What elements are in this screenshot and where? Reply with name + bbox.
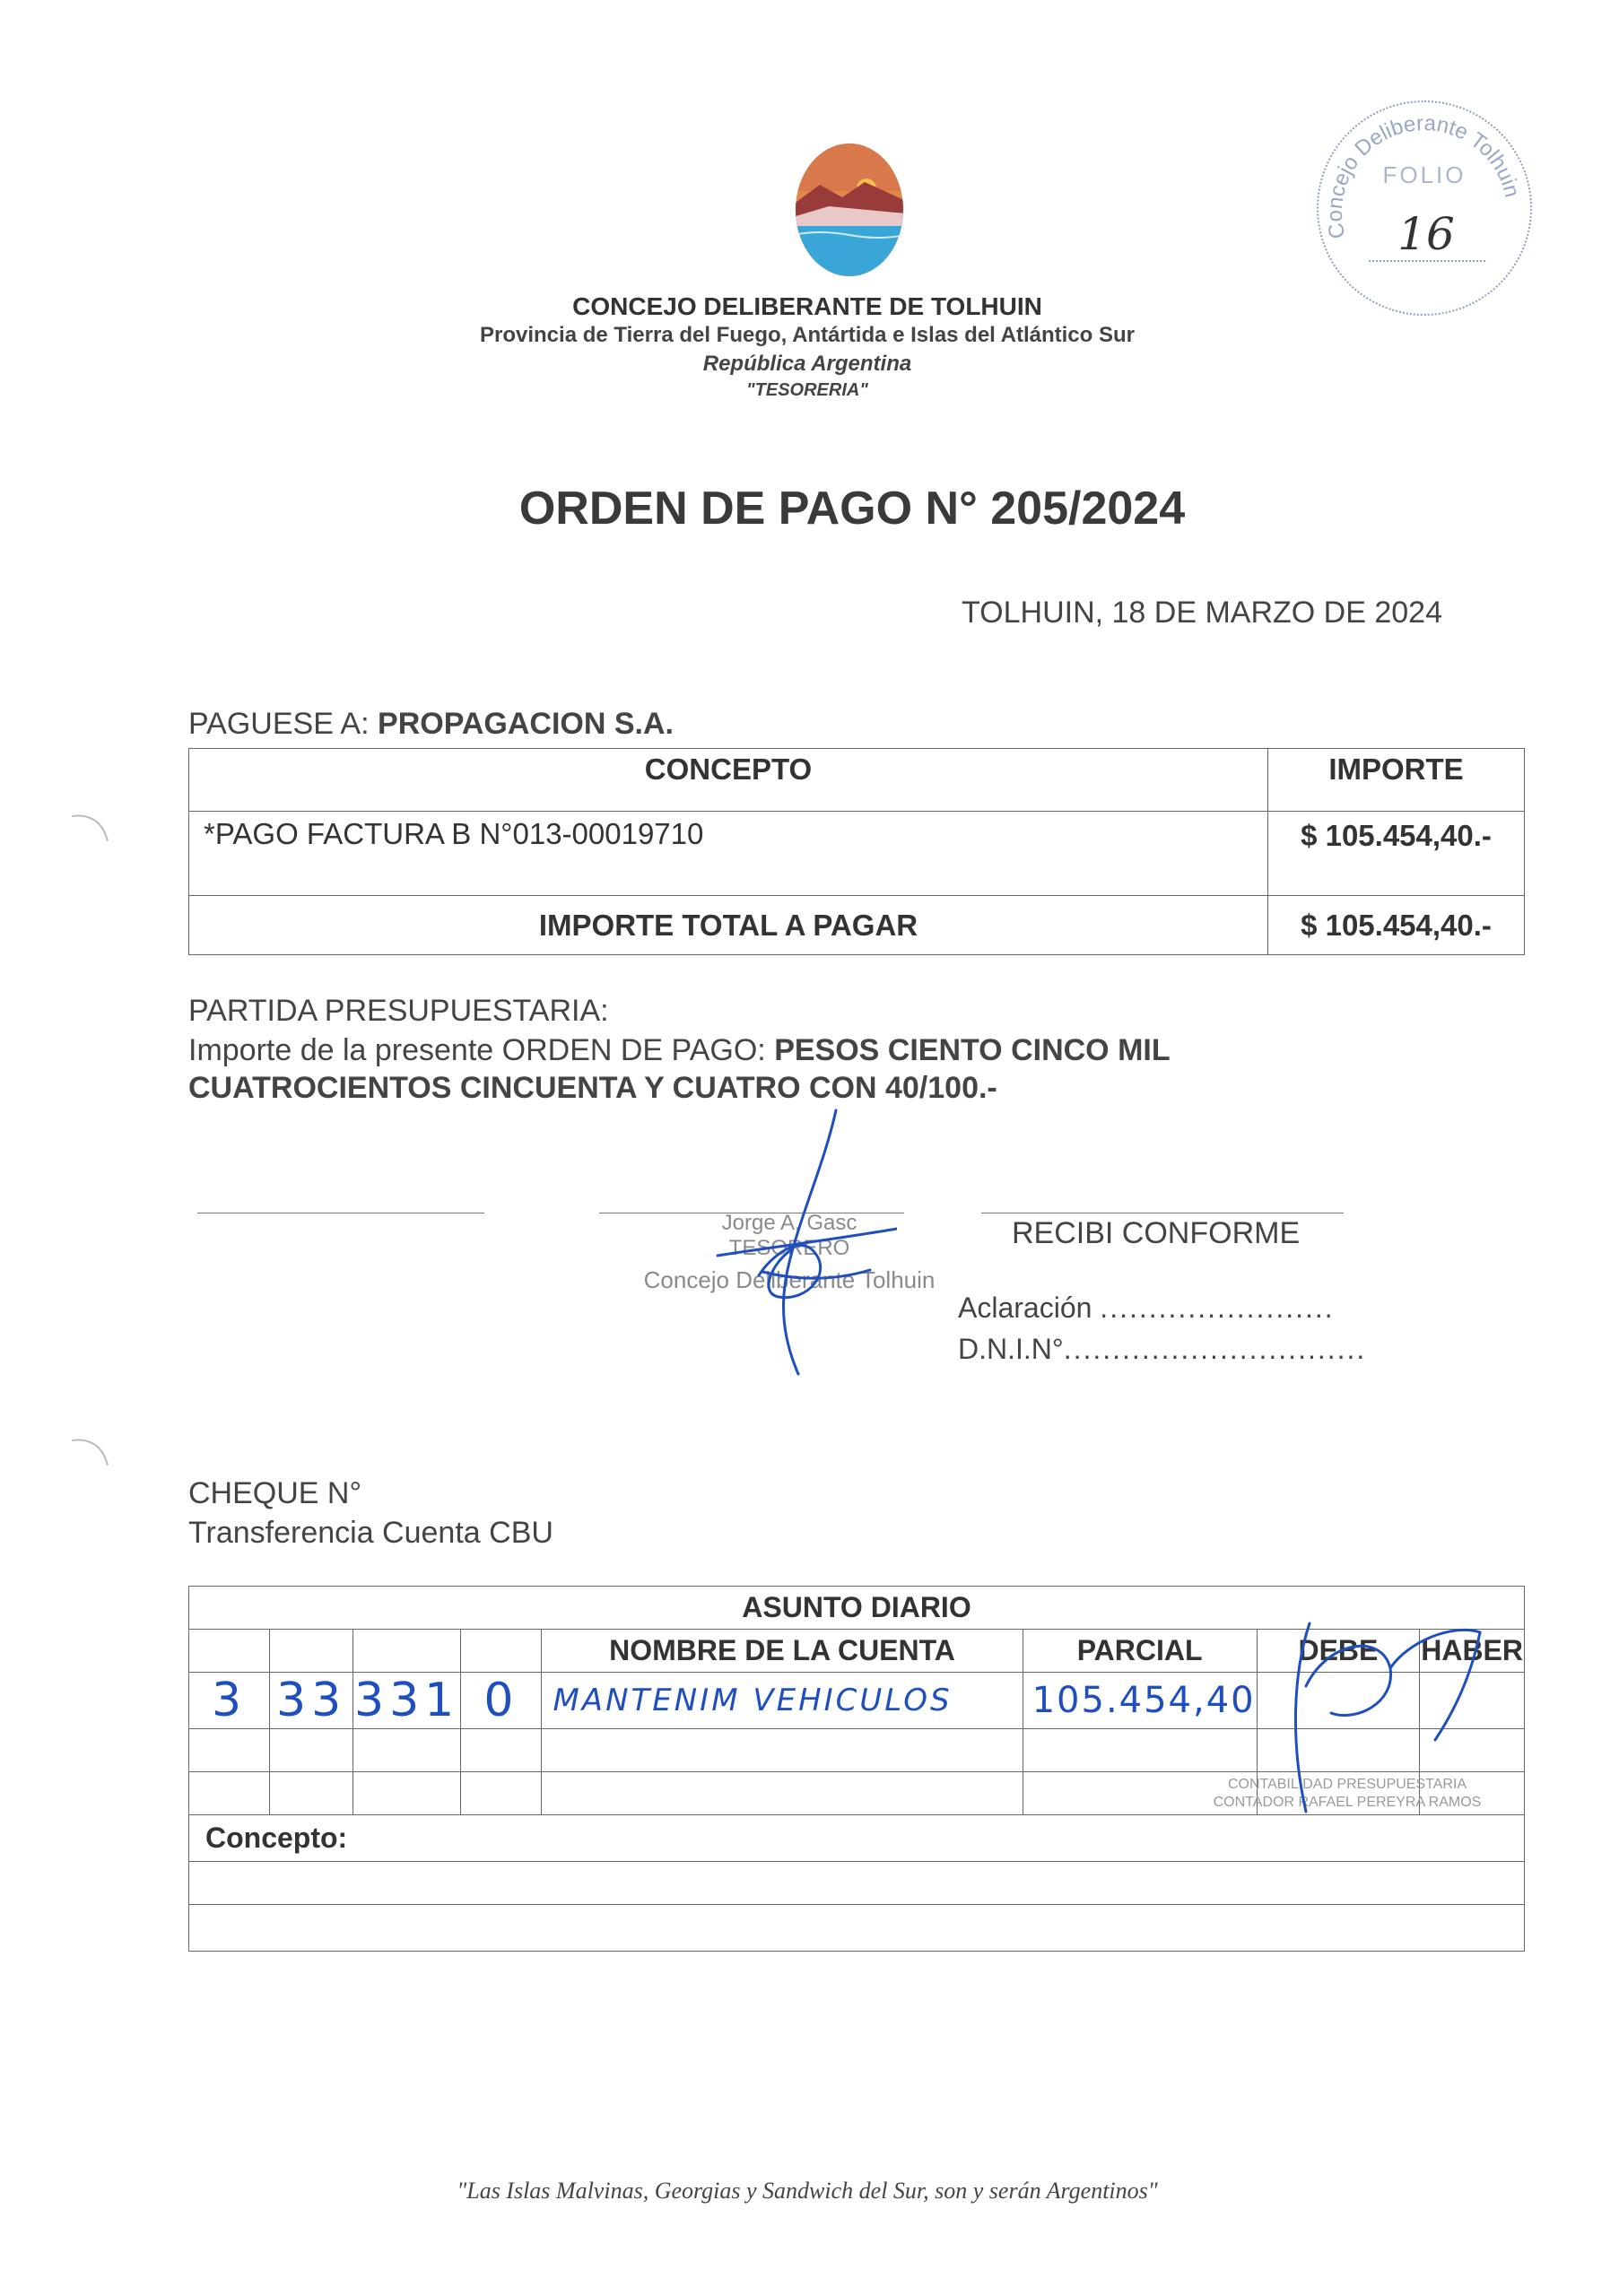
payee-line [188, 707, 674, 742]
header-org: CONCEJO DELIBERANTE DE TOLHUIN [572, 292, 1042, 320]
journal-concept-line [189, 1905, 1525, 1952]
journal-title: ASUNTO DIARIO [189, 1587, 1525, 1630]
header-department: "TESORERIA" [746, 380, 868, 400]
clarification-line [958, 1292, 1335, 1325]
row-importe: $ 105.454,40.- [1268, 812, 1525, 896]
journal-hand-code-2: 33 [270, 1673, 353, 1729]
clarification-label: Aclaración [958, 1292, 1092, 1324]
journal-header-debit: DEBE [1257, 1630, 1420, 1673]
dni-label: D.N.I.N° [958, 1333, 1064, 1365]
treasurer-role: TESORERO [728, 1236, 850, 1260]
cheque-label: CHEQUE N° [188, 1476, 362, 1510]
dni-dots: ............................... [1063, 1333, 1367, 1365]
treasurer-org: Concejo Deliberante Tolhuin [643, 1266, 936, 1293]
total-label: IMPORTE TOTAL A PAGAR [189, 896, 1268, 955]
journal-hand-account: MANTENIM VEHICULOS [542, 1673, 1023, 1729]
journal-concept-line [189, 1862, 1525, 1905]
payee-label: PAGUESE A: [188, 707, 370, 741]
budget-amount-words-1: PESOS CIENTO CINCO MIL [774, 1033, 1171, 1067]
svg-text:Concejo Deliberante Tolhuin: Concejo Deliberante Tolhuin [1322, 110, 1525, 241]
budget-label: PARTIDA PRESUPUESTARIA: [188, 994, 609, 1028]
treasurer-name: Jorge A. Gasc [721, 1211, 857, 1235]
document-date: TOLHUIN, 18 DE MARZO DE 2024 [962, 596, 1442, 630]
footer-motto: "Las Islas Malvinas, Georgias y Sandwich del Sur, son y serán Argentinos" [457, 2178, 1158, 2204]
journal-empty-cell [189, 1772, 270, 1815]
col-header-importe: IMPORTE [1268, 749, 1525, 812]
folio-label: FOLIO [1382, 161, 1467, 188]
journal-hand-code-3: 331 [354, 1674, 460, 1727]
header-country: República Argentina [702, 352, 912, 376]
dni-line [958, 1333, 1366, 1366]
header-province: Provincia de Tierra del Fuego, Antártida e Islas del Atlántico Sur [480, 323, 1135, 347]
accounting-stamp-line1: CONTABILIDAD PRESUPUESTARIA [1227, 1777, 1467, 1792]
journal-hand-code-1: 3 [189, 1673, 270, 1729]
journal-empty-cell [353, 1729, 461, 1772]
received-label: RECIBI CONFORME [1012, 1216, 1301, 1250]
journal-empty-cell [189, 1729, 270, 1772]
journal-empty-cell [542, 1729, 1023, 1772]
journal-header-partial: PARCIAL [1023, 1630, 1257, 1673]
page-title: ORDEN DE PAGO N° 205/2024 [518, 483, 1186, 535]
journal-empty-cell [1023, 1729, 1257, 1772]
punch-hole-mark-icon [70, 1435, 115, 1471]
folio-stamp [1317, 100, 1532, 316]
payment-table [188, 748, 1525, 955]
journal-header-code-4 [461, 1630, 542, 1673]
budget-amount-line1 [188, 1033, 1171, 1068]
transfer-label: Transferencia Cuenta CBU [188, 1516, 553, 1550]
journal-empty-cell [270, 1772, 353, 1815]
journal-empty-cell [270, 1729, 353, 1772]
journal-empty-cell [353, 1772, 461, 1815]
journal-empty-cell [461, 1772, 542, 1815]
clarification-dots: ........................ [1100, 1292, 1335, 1324]
col-header-concepto: CONCEPTO [189, 749, 1268, 812]
concejo-logo-icon [793, 142, 906, 278]
journal-header-account: NOMBRE DE LA CUENTA [542, 1630, 1023, 1673]
punch-hole-mark-icon [70, 811, 115, 847]
journal-header-code-1 [189, 1630, 270, 1673]
folio-line [1369, 260, 1485, 262]
journal-header-code-3 [353, 1630, 461, 1673]
journal-empty-cell [542, 1772, 1023, 1815]
treasurer-signature [700, 1105, 897, 1385]
budget-amount-words-2: CUATROCIENTOS CINCUENTA Y CUATRO CON 40/100.- [188, 1071, 997, 1105]
accounting-stamp-line2: CONTADOR RAFAEL PEREYRA RAMOS [1213, 1795, 1482, 1810]
journal-concept-label: Concepto: [189, 1815, 1525, 1862]
payee-name: PROPAGACION S.A. [378, 707, 674, 741]
row-concepto: *PAGO FACTURA B N°013-00019710 [189, 812, 1268, 896]
journal-header-credit: HABER [1420, 1630, 1525, 1673]
journal-hand-partial: 105.454,40 [1023, 1673, 1257, 1729]
journal-empty-cell [461, 1729, 542, 1772]
journal-hand-code-4: 0 [461, 1673, 542, 1729]
journal-header-code-2 [270, 1630, 353, 1673]
total-amount: $ 105.454,40.- [1268, 896, 1525, 955]
folio-number: 16 [1397, 208, 1455, 260]
accounting-signature [1256, 1605, 1489, 1821]
budget-amount-prefix: Importe de la presente ORDEN DE PAGO: [188, 1033, 766, 1067]
